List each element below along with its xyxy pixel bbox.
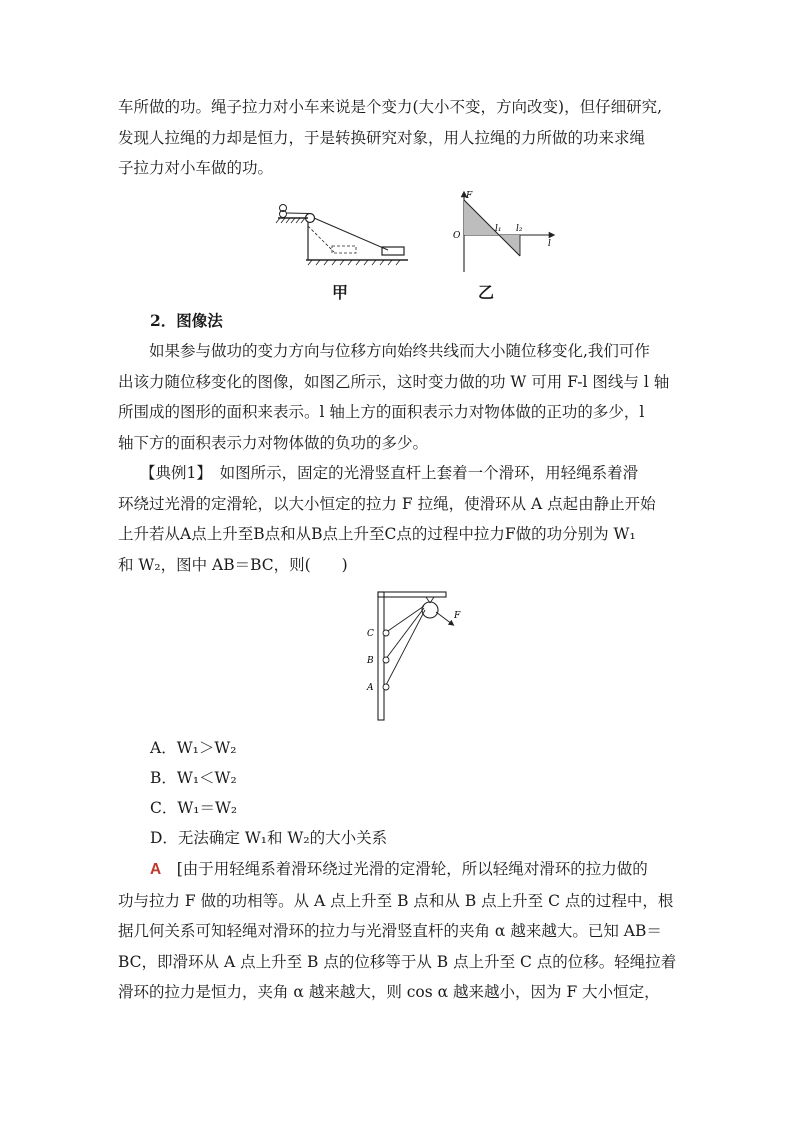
figure-rod-pulley-diagram bbox=[362, 590, 472, 730]
option-d[interactable]: D．无法确定 W₁和 W₂的大小关系 bbox=[150, 829, 388, 847]
solution-line: [由于用轻绳系着滑环绕过光滑的定滑轮，所以轻绳对滑环的拉力做的 bbox=[176, 860, 648, 878]
example1-line: 和 W₂，图中 AB＝BC，则( ) bbox=[118, 555, 348, 574]
solution-paragraph bbox=[118, 854, 712, 1008]
solution-answer: A bbox=[150, 861, 162, 878]
section2-line: 如果参与做功的变力方向与位移方向始终共线而大小随位移变化,我们可作 bbox=[149, 342, 650, 360]
intro-line: 发现人拉绳的力却是恒力，于是转换研究对象，用人拉绳的力所做的功来求绳 bbox=[118, 128, 646, 147]
option-b[interactable]: B．W₁＜W₂ bbox=[150, 769, 237, 787]
option-c[interactable]: C．W₁＝W₂ bbox=[150, 799, 238, 817]
fig2-B-label: B bbox=[367, 656, 374, 666]
fig2-C-label: C bbox=[367, 629, 374, 639]
fig2-A-label: A bbox=[367, 683, 374, 693]
figure-yi-graph bbox=[452, 188, 562, 278]
intro-paragraph bbox=[118, 92, 680, 184]
section2-line: 出该力随位移变化的图像，如图乙所示，这时变力做的功 W 可用 F-l 图线与 l 轴 bbox=[118, 372, 670, 391]
section2-paragraph bbox=[118, 336, 711, 458]
example1-line: 【典例1】 如图所示，固定的光滑竖直杆上套着一个滑环，用轻绳系着滑 bbox=[140, 464, 639, 482]
section2-line: 轴下方的面积表示力对物体做的负功的多少。 bbox=[118, 433, 429, 452]
figure-jia-caption: 甲 bbox=[332, 285, 349, 302]
example1-line: 上升若从A点上升至B点和从B点上升至C点的过程中拉力F做的功分别为 W₁ bbox=[118, 525, 636, 543]
graph-l-axis-label: l bbox=[548, 239, 551, 249]
section2-line: 所围成的图形的面积来表示。l 轴上方的面积表示力对物体做的正功的多少，l bbox=[118, 403, 645, 421]
example1-paragraph bbox=[118, 458, 702, 580]
example1-line: 环绕过光滑的定滑轮，以大小恒定的拉力 F 拉绳，使滑环从 A 点起由静止开始 bbox=[118, 494, 656, 513]
figure-yi-caption: 乙 bbox=[478, 285, 495, 302]
option-a[interactable]: A．W₁＞W₂ bbox=[150, 739, 237, 757]
solution-line: BC，即滑环从 A 点上升至 B 点的位移等于从 B 点上升至 C 点的位移。轻绳拉着 bbox=[118, 952, 677, 971]
solution-line: 据几何关系可知轻绳对滑环的拉力与光滑竖直杆的夹角 α 越来越大。已知 AB＝ bbox=[118, 922, 662, 940]
graph-l1-label: l₁ bbox=[495, 224, 502, 234]
solution-line: 滑环的拉力是恒力，夹角 α 越来越大，则 cos α 越来越小，因为 F 大小恒定， bbox=[118, 983, 660, 1001]
solution-line: 功与拉力 F 做的功相等。从 A 点上升至 B 点和从 B 点上升至 C 点的过程中，根 bbox=[118, 891, 674, 910]
section-heading: 2．图像法 bbox=[150, 311, 223, 330]
graph-origin-label: O bbox=[453, 231, 461, 241]
graph-l2-label: l₂ bbox=[516, 224, 523, 234]
figure-jia-diagram bbox=[270, 196, 410, 266]
solution-first-line bbox=[150, 854, 712, 886]
graph-F-label: F bbox=[466, 191, 473, 201]
intro-line: 车所做的功。绳子拉力对小车来说是个变力(大小不变，方向改变)，但仔细研究, bbox=[118, 98, 663, 116]
fig2-F-label: F bbox=[454, 611, 461, 621]
intro-line: 子拉力对小车做的功。 bbox=[118, 159, 274, 177]
